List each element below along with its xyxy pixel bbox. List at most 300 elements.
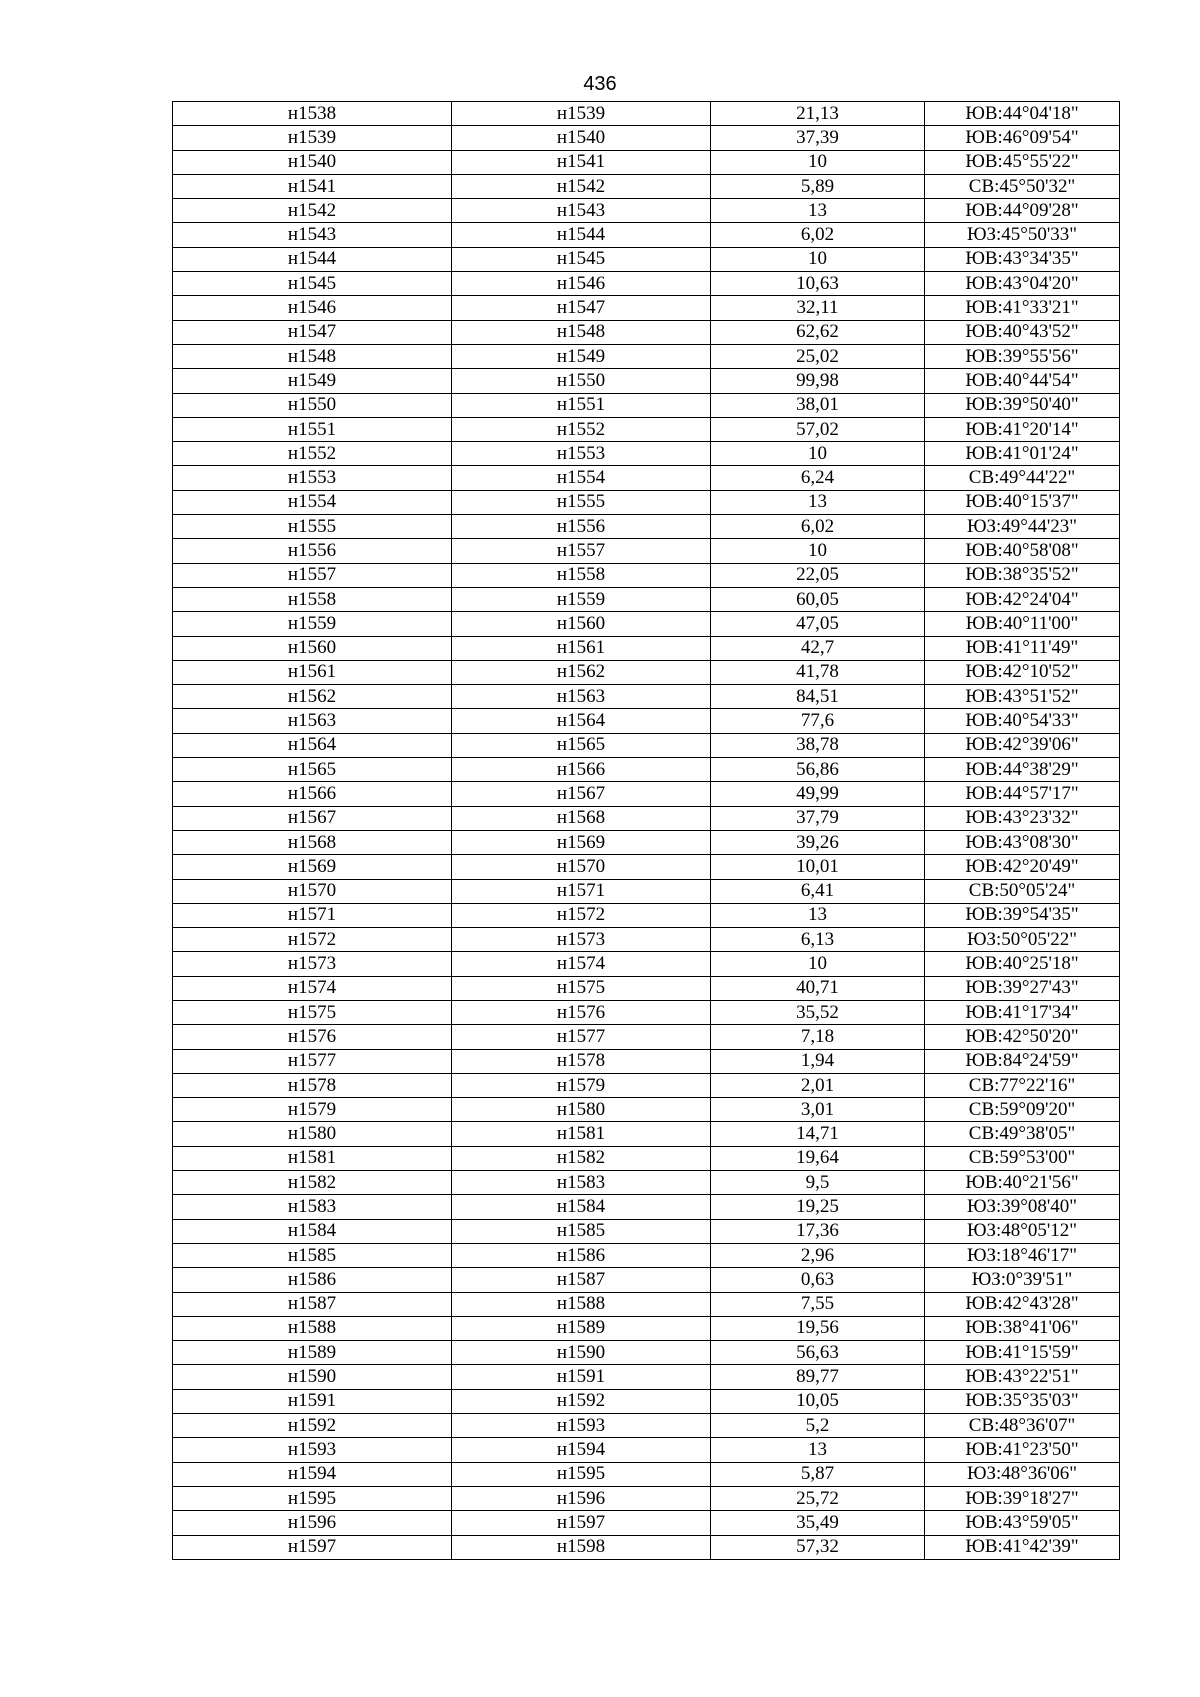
table-row: [173, 976, 1120, 1000]
bearing-cell: ЮВ:44°09'28": [925, 199, 1120, 223]
bearing-cell: ЮВ:43°51'52": [925, 685, 1120, 709]
from-point-cell: н1562: [173, 685, 452, 709]
from-point-cell: н1589: [173, 1341, 452, 1365]
from-point-cell: н1564: [173, 733, 452, 757]
table-row: [173, 1462, 1120, 1486]
distance-cell: 22,05: [711, 563, 925, 587]
to-point-cell: н1560: [452, 612, 711, 636]
table-row: [173, 272, 1120, 296]
distance-cell: 5,2: [711, 1414, 925, 1438]
distance-cell: 2,96: [711, 1243, 925, 1267]
table-row: [173, 1122, 1120, 1146]
table-row: [173, 1243, 1120, 1267]
from-point-cell: н1596: [173, 1511, 452, 1535]
to-point-cell: н1582: [452, 1146, 711, 1170]
bearing-cell: ЮВ:41°20'14": [925, 417, 1120, 441]
bearing-cell: ЮВ:42°20'49": [925, 855, 1120, 879]
bearing-cell: ЮВ:39°18'27": [925, 1486, 1120, 1510]
to-point-cell: н1542: [452, 174, 711, 198]
bearing-cell: ЮЗ:0°39'51": [925, 1268, 1120, 1292]
bearing-cell: ЮВ:41°17'34": [925, 1000, 1120, 1024]
bearing-cell: ЮЗ:45°50'33": [925, 223, 1120, 247]
table-row: [173, 1146, 1120, 1170]
from-point-cell: н1549: [173, 369, 452, 393]
bearing-cell: ЮВ:40°58'08": [925, 539, 1120, 563]
from-point-cell: н1550: [173, 393, 452, 417]
to-point-cell: н1597: [452, 1511, 711, 1535]
bearing-cell: ЮВ:39°50'40": [925, 393, 1120, 417]
bearing-cell: ЮВ:38°35'52": [925, 563, 1120, 587]
from-point-cell: н1556: [173, 539, 452, 563]
table-row: [173, 685, 1120, 709]
bearing-cell: ЮВ:40°11'00": [925, 612, 1120, 636]
from-point-cell: н1551: [173, 417, 452, 441]
from-point-cell: н1547: [173, 320, 452, 344]
table-row: [173, 102, 1120, 126]
to-point-cell: н1574: [452, 952, 711, 976]
from-point-cell: н1576: [173, 1025, 452, 1049]
table-row: [173, 515, 1120, 539]
bearing-cell: ЮВ:84°24'59": [925, 1049, 1120, 1073]
from-point-cell: н1553: [173, 466, 452, 490]
distance-cell: 10,01: [711, 855, 925, 879]
bearing-cell: ЮВ:41°15'59": [925, 1341, 1120, 1365]
from-point-cell: н1560: [173, 636, 452, 660]
from-point-cell: н1595: [173, 1486, 452, 1510]
distance-cell: 2,01: [711, 1073, 925, 1097]
bearing-cell: ЮВ:44°04'18": [925, 102, 1120, 126]
from-point-cell: н1587: [173, 1292, 452, 1316]
distance-cell: 6,41: [711, 879, 925, 903]
bearing-cell: ЮВ:40°43'52": [925, 320, 1120, 344]
to-point-cell: н1540: [452, 126, 711, 150]
to-point-cell: н1551: [452, 393, 711, 417]
to-point-cell: н1594: [452, 1438, 711, 1462]
from-point-cell: н1593: [173, 1438, 452, 1462]
to-point-cell: н1553: [452, 442, 711, 466]
table-row: [173, 1414, 1120, 1438]
from-point-cell: н1538: [173, 102, 452, 126]
from-point-cell: н1577: [173, 1049, 452, 1073]
table-row: [173, 442, 1120, 466]
bearing-cell: СВ:77°22'16": [925, 1073, 1120, 1097]
bearing-cell: ЮВ:45°55'22": [925, 150, 1120, 174]
from-point-cell: н1583: [173, 1195, 452, 1219]
distance-cell: 13: [711, 903, 925, 927]
to-point-cell: н1593: [452, 1414, 711, 1438]
bearing-cell: СВ:59°53'00": [925, 1146, 1120, 1170]
distance-cell: 89,77: [711, 1365, 925, 1389]
bearing-cell: ЮВ:43°23'32": [925, 806, 1120, 830]
to-point-cell: н1558: [452, 563, 711, 587]
distance-cell: 84,51: [711, 685, 925, 709]
from-point-cell: н1554: [173, 490, 452, 514]
table-row: [173, 660, 1120, 684]
distance-cell: 57,02: [711, 417, 925, 441]
bearing-cell: СВ:49°38'05": [925, 1122, 1120, 1146]
distance-cell: 13: [711, 1438, 925, 1462]
bearing-cell: ЮВ:44°57'17": [925, 782, 1120, 806]
distance-cell: 25,72: [711, 1486, 925, 1510]
from-point-cell: н1581: [173, 1146, 452, 1170]
to-point-cell: н1592: [452, 1389, 711, 1413]
distance-cell: 40,71: [711, 976, 925, 1000]
to-point-cell: н1581: [452, 1122, 711, 1146]
bearing-cell: ЮВ:42°50'20": [925, 1025, 1120, 1049]
from-point-cell: н1548: [173, 344, 452, 368]
bearing-cell: ЮВ:43°04'20": [925, 272, 1120, 296]
table-row: [173, 758, 1120, 782]
bearing-cell: ЮВ:42°43'28": [925, 1292, 1120, 1316]
table-row: [173, 393, 1120, 417]
table-row: [173, 733, 1120, 757]
to-point-cell: н1584: [452, 1195, 711, 1219]
to-point-cell: н1539: [452, 102, 711, 126]
from-point-cell: н1578: [173, 1073, 452, 1097]
to-point-cell: н1566: [452, 758, 711, 782]
table-row: [173, 1195, 1120, 1219]
distance-cell: 1,94: [711, 1049, 925, 1073]
distance-cell: 7,18: [711, 1025, 925, 1049]
from-point-cell: н1569: [173, 855, 452, 879]
bearing-cell: ЮВ:41°11'49": [925, 636, 1120, 660]
to-point-cell: н1559: [452, 587, 711, 611]
distance-cell: 10,63: [711, 272, 925, 296]
table-row: [173, 1049, 1120, 1073]
from-point-cell: н1584: [173, 1219, 452, 1243]
to-point-cell: н1554: [452, 466, 711, 490]
bearing-cell: ЮВ:42°39'06": [925, 733, 1120, 757]
table-row: [173, 952, 1120, 976]
from-point-cell: н1541: [173, 174, 452, 198]
to-point-cell: н1556: [452, 515, 711, 539]
to-point-cell: н1547: [452, 296, 711, 320]
from-point-cell: н1545: [173, 272, 452, 296]
bearing-cell: ЮВ:41°23'50": [925, 1438, 1120, 1462]
distance-cell: 37,79: [711, 806, 925, 830]
table-row: [173, 1486, 1120, 1510]
to-point-cell: н1550: [452, 369, 711, 393]
distance-cell: 47,05: [711, 612, 925, 636]
bearing-cell: ЮВ:39°54'35": [925, 903, 1120, 927]
distance-cell: 10: [711, 442, 925, 466]
table-row: [173, 174, 1120, 198]
table-row: [173, 539, 1120, 563]
bearing-cell: ЮВ:39°27'43": [925, 976, 1120, 1000]
distance-cell: 35,52: [711, 1000, 925, 1024]
to-point-cell: н1545: [452, 247, 711, 271]
distance-cell: 6,02: [711, 223, 925, 247]
table-row: [173, 806, 1120, 830]
distance-cell: 10: [711, 952, 925, 976]
table-row: [173, 1511, 1120, 1535]
table-row: [173, 1341, 1120, 1365]
from-point-cell: н1591: [173, 1389, 452, 1413]
to-point-cell: н1578: [452, 1049, 711, 1073]
table-row: [173, 709, 1120, 733]
bearing-cell: ЮЗ:49°44'23": [925, 515, 1120, 539]
table-row: [173, 782, 1120, 806]
table-row: [173, 490, 1120, 514]
table-row: [173, 587, 1120, 611]
table-row: [173, 1000, 1120, 1024]
to-point-cell: н1596: [452, 1486, 711, 1510]
distance-cell: 5,89: [711, 174, 925, 198]
bearing-cell: ЮВ:41°33'21": [925, 296, 1120, 320]
from-point-cell: н1575: [173, 1000, 452, 1024]
from-point-cell: н1582: [173, 1171, 452, 1195]
from-point-cell: н1539: [173, 126, 452, 150]
distance-cell: 19,25: [711, 1195, 925, 1219]
distance-cell: 6,02: [711, 515, 925, 539]
to-point-cell: н1552: [452, 417, 711, 441]
from-point-cell: н1580: [173, 1122, 452, 1146]
bearing-cell: ЮВ:41°01'24": [925, 442, 1120, 466]
distance-cell: 56,86: [711, 758, 925, 782]
distance-cell: 56,63: [711, 1341, 925, 1365]
distance-cell: 99,98: [711, 369, 925, 393]
bearing-cell: ЮВ:40°15'37": [925, 490, 1120, 514]
distance-cell: 9,5: [711, 1171, 925, 1195]
table-row: [173, 1268, 1120, 1292]
table-row: [173, 1316, 1120, 1340]
from-point-cell: н1559: [173, 612, 452, 636]
from-point-cell: н1544: [173, 247, 452, 271]
bearing-cell: ЮЗ:39°08'40": [925, 1195, 1120, 1219]
from-point-cell: н1561: [173, 660, 452, 684]
from-point-cell: н1570: [173, 879, 452, 903]
table-row: [173, 466, 1120, 490]
from-point-cell: н1590: [173, 1365, 452, 1389]
from-point-cell: н1585: [173, 1243, 452, 1267]
to-point-cell: н1543: [452, 199, 711, 223]
to-point-cell: н1590: [452, 1341, 711, 1365]
distance-cell: 10: [711, 247, 925, 271]
table-row: [173, 563, 1120, 587]
table-row: [173, 903, 1120, 927]
from-point-cell: н1592: [173, 1414, 452, 1438]
distance-cell: 3,01: [711, 1098, 925, 1122]
bearing-cell: ЮВ:46°09'54": [925, 126, 1120, 150]
distance-cell: 42,7: [711, 636, 925, 660]
table-row: [173, 126, 1120, 150]
table-row: [173, 223, 1120, 247]
to-point-cell: н1579: [452, 1073, 711, 1097]
bearing-cell: ЮВ:41°42'39": [925, 1535, 1120, 1559]
table-row: [173, 1438, 1120, 1462]
table-row: [173, 247, 1120, 271]
to-point-cell: н1572: [452, 903, 711, 927]
distance-cell: 13: [711, 199, 925, 223]
table-row: [173, 928, 1120, 952]
table-row: [173, 1219, 1120, 1243]
from-point-cell: н1543: [173, 223, 452, 247]
bearing-cell: ЮВ:43°59'05": [925, 1511, 1120, 1535]
from-point-cell: н1540: [173, 150, 452, 174]
bearing-cell: ЮВ:39°55'56": [925, 344, 1120, 368]
bearing-cell: СВ:59°09'20": [925, 1098, 1120, 1122]
distance-cell: 38,01: [711, 393, 925, 417]
from-point-cell: н1571: [173, 903, 452, 927]
table-row: [173, 1171, 1120, 1195]
table-row: [173, 1292, 1120, 1316]
to-point-cell: н1595: [452, 1462, 711, 1486]
table-row: [173, 150, 1120, 174]
to-point-cell: н1588: [452, 1292, 711, 1316]
from-point-cell: н1546: [173, 296, 452, 320]
to-point-cell: н1583: [452, 1171, 711, 1195]
table-row: [173, 320, 1120, 344]
distance-cell: 57,32: [711, 1535, 925, 1559]
bearing-cell: ЮВ:43°34'35": [925, 247, 1120, 271]
bearing-cell: ЮЗ:18°46'17": [925, 1243, 1120, 1267]
bearing-cell: ЮВ:42°10'52": [925, 660, 1120, 684]
bearing-cell: ЮВ:35°35'03": [925, 1389, 1120, 1413]
to-point-cell: н1541: [452, 150, 711, 174]
from-point-cell: н1558: [173, 587, 452, 611]
distance-cell: 25,02: [711, 344, 925, 368]
bearing-cell: СВ:45°50'32": [925, 174, 1120, 198]
to-point-cell: н1585: [452, 1219, 711, 1243]
to-point-cell: н1569: [452, 830, 711, 854]
bearing-cell: ЮВ:40°44'54": [925, 369, 1120, 393]
distance-cell: 13: [711, 490, 925, 514]
distance-cell: 6,24: [711, 466, 925, 490]
distance-cell: 19,64: [711, 1146, 925, 1170]
bearing-cell: ЮВ:40°21'56": [925, 1171, 1120, 1195]
from-point-cell: н1572: [173, 928, 452, 952]
to-point-cell: н1564: [452, 709, 711, 733]
from-point-cell: н1542: [173, 199, 452, 223]
to-point-cell: н1571: [452, 879, 711, 903]
from-point-cell: н1579: [173, 1098, 452, 1122]
from-point-cell: н1586: [173, 1268, 452, 1292]
bearing-cell: ЮЗ:50°05'22": [925, 928, 1120, 952]
to-point-cell: н1563: [452, 685, 711, 709]
to-point-cell: н1549: [452, 344, 711, 368]
from-point-cell: н1552: [173, 442, 452, 466]
to-point-cell: н1587: [452, 1268, 711, 1292]
table-row: [173, 344, 1120, 368]
from-point-cell: н1573: [173, 952, 452, 976]
table-row: [173, 1098, 1120, 1122]
distance-cell: 60,05: [711, 587, 925, 611]
distance-cell: 39,26: [711, 830, 925, 854]
bearing-cell: ЮВ:43°08'30": [925, 830, 1120, 854]
from-point-cell: н1568: [173, 830, 452, 854]
table-row: [173, 830, 1120, 854]
to-point-cell: н1562: [452, 660, 711, 684]
distance-cell: 10,05: [711, 1389, 925, 1413]
to-point-cell: н1548: [452, 320, 711, 344]
from-point-cell: н1597: [173, 1535, 452, 1559]
to-point-cell: н1577: [452, 1025, 711, 1049]
bearing-cell: ЮВ:42°24'04": [925, 587, 1120, 611]
table-row: [173, 879, 1120, 903]
distance-cell: 14,71: [711, 1122, 925, 1146]
to-point-cell: н1591: [452, 1365, 711, 1389]
distance-cell: 35,49: [711, 1511, 925, 1535]
bearing-cell: ЮЗ:48°05'12": [925, 1219, 1120, 1243]
distance-cell: 21,13: [711, 102, 925, 126]
page-number: 436: [583, 73, 617, 95]
bearing-cell: ЮЗ:48°36'06": [925, 1462, 1120, 1486]
table-row: [173, 855, 1120, 879]
bearing-cell: ЮВ:40°25'18": [925, 952, 1120, 976]
distance-cell: 32,11: [711, 296, 925, 320]
distance-cell: 10: [711, 150, 925, 174]
table-row: [173, 1535, 1120, 1559]
bearing-cell: СВ:50°05'24": [925, 879, 1120, 903]
to-point-cell: н1565: [452, 733, 711, 757]
distance-cell: 19,56: [711, 1316, 925, 1340]
to-point-cell: н1570: [452, 855, 711, 879]
table-row: [173, 1073, 1120, 1097]
from-point-cell: н1565: [173, 758, 452, 782]
table-row: [173, 417, 1120, 441]
from-point-cell: н1588: [173, 1316, 452, 1340]
bearing-cell: ЮВ:44°38'29": [925, 758, 1120, 782]
to-point-cell: н1580: [452, 1098, 711, 1122]
from-point-cell: н1563: [173, 709, 452, 733]
table-row: [173, 369, 1120, 393]
to-point-cell: н1576: [452, 1000, 711, 1024]
distance-cell: 62,62: [711, 320, 925, 344]
to-point-cell: н1561: [452, 636, 711, 660]
table-row: [173, 199, 1120, 223]
to-point-cell: н1544: [452, 223, 711, 247]
to-point-cell: н1567: [452, 782, 711, 806]
to-point-cell: н1573: [452, 928, 711, 952]
table-row: [173, 636, 1120, 660]
distance-cell: 41,78: [711, 660, 925, 684]
table-body: [173, 102, 1120, 1560]
to-point-cell: н1598: [452, 1535, 711, 1559]
to-point-cell: н1568: [452, 806, 711, 830]
from-point-cell: н1594: [173, 1462, 452, 1486]
from-point-cell: н1557: [173, 563, 452, 587]
bearing-cell: СВ:48°36'07": [925, 1414, 1120, 1438]
distance-cell: 37,39: [711, 126, 925, 150]
bearing-cell: ЮВ:40°54'33": [925, 709, 1120, 733]
table-row: [173, 1365, 1120, 1389]
table-row: [173, 296, 1120, 320]
survey-points-table: [172, 101, 1120, 1560]
from-point-cell: н1574: [173, 976, 452, 1000]
bearing-cell: ЮВ:43°22'51": [925, 1365, 1120, 1389]
distance-cell: 5,87: [711, 1462, 925, 1486]
distance-cell: 10: [711, 539, 925, 563]
from-point-cell: н1555: [173, 515, 452, 539]
from-point-cell: н1566: [173, 782, 452, 806]
to-point-cell: н1557: [452, 539, 711, 563]
bearing-cell: СВ:49°44'22": [925, 466, 1120, 490]
to-point-cell: н1586: [452, 1243, 711, 1267]
distance-cell: 7,55: [711, 1292, 925, 1316]
distance-cell: 0,63: [711, 1268, 925, 1292]
distance-cell: 17,36: [711, 1219, 925, 1243]
to-point-cell: н1575: [452, 976, 711, 1000]
distance-cell: 6,13: [711, 928, 925, 952]
to-point-cell: н1555: [452, 490, 711, 514]
table-row: [173, 1389, 1120, 1413]
from-point-cell: н1567: [173, 806, 452, 830]
distance-cell: 38,78: [711, 733, 925, 757]
bearing-cell: ЮВ:38°41'06": [925, 1316, 1120, 1340]
to-point-cell: н1546: [452, 272, 711, 296]
distance-cell: 77,6: [711, 709, 925, 733]
to-point-cell: н1589: [452, 1316, 711, 1340]
